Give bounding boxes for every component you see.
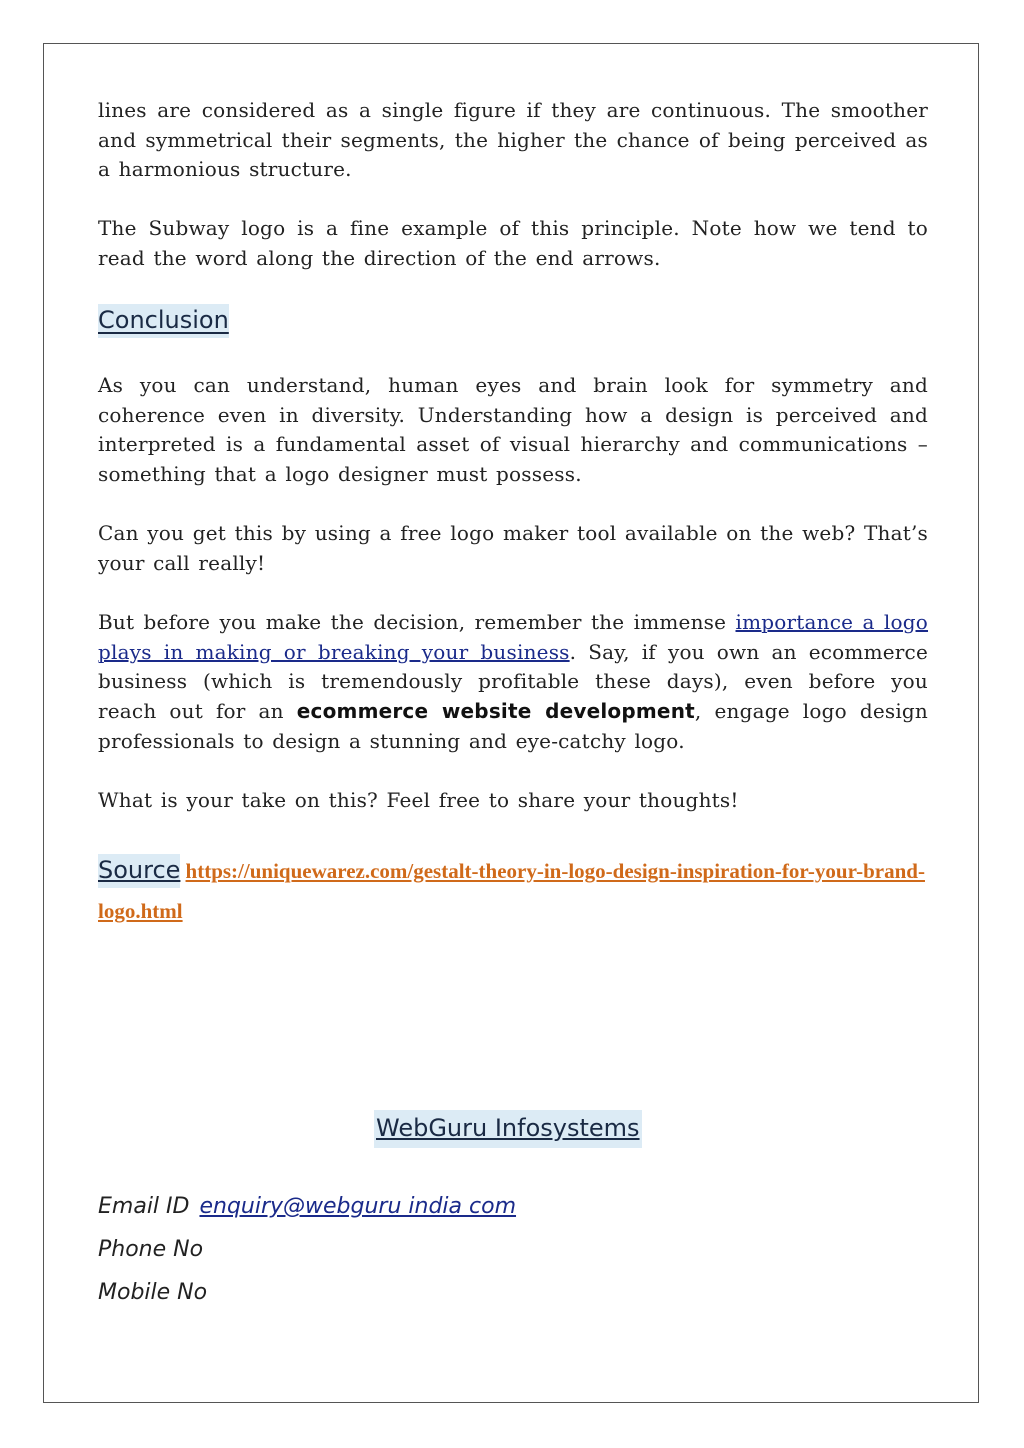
source-block	[98, 851, 928, 931]
paragraph-take: What is your take on this? Feel free to share your thoughts!	[98, 788, 739, 812]
source-label: Source	[98, 854, 180, 888]
importance-logo-link[interactable]: importance a logo plays in making or breaking your business	[98, 610, 929, 664]
decision-text-start: But before you make the decision, remember the immense	[98, 610, 736, 634]
company-name: WebGuru Infosystems	[374, 1110, 642, 1148]
source-url-link[interactable]: https://uniquewarez.com/gestalt-theory-in-logo-design-inspiration-for-your-brand-logo.html	[98, 859, 925, 923]
paragraph-conclusion: As you can understand, human eyes and brain look for symmetry and coherence even in diversity. Understanding how a design is perceived and interpreted is a fundamental asset of visual hierarchy and communications – something that a logo designer must possess.	[98, 373, 928, 487]
conclusion-heading: Conclusion	[98, 304, 229, 338]
email-row	[98, 1194, 516, 1219]
paragraph-logo-maker: Can you get this by using a free logo maker tool available on the web? That’s your call really!	[98, 521, 928, 575]
paragraph-subway-example: The Subway logo is a fine example of this principle. Note how we tend to read the word along the direction of the end arrows.	[98, 216, 928, 270]
decision-text-middle: . Say, if you own an ecommerce business (which is tremendously profitable these days), even before you reach out for an	[98, 639, 928, 724]
paragraph-continuity: lines are considered as a single figure if they are continuous. The smoother and symmetrical their segments, the higher the chance of being perceived as a harmonious structure.	[98, 98, 928, 182]
ecommerce-development-bold: ecommerce website development	[296, 699, 695, 724]
paragraph-decision	[98, 608, 928, 757]
email-label: Email ID	[98, 1194, 190, 1219]
phone-label: Phone No	[98, 1237, 204, 1262]
mobile-label: Mobile No	[98, 1280, 208, 1305]
email-link[interactable]: enquiry@webguru india com	[199, 1194, 517, 1219]
decision-text-end: , engage logo design professionals to design a stunning and eye-catchy logo.	[98, 699, 928, 753]
